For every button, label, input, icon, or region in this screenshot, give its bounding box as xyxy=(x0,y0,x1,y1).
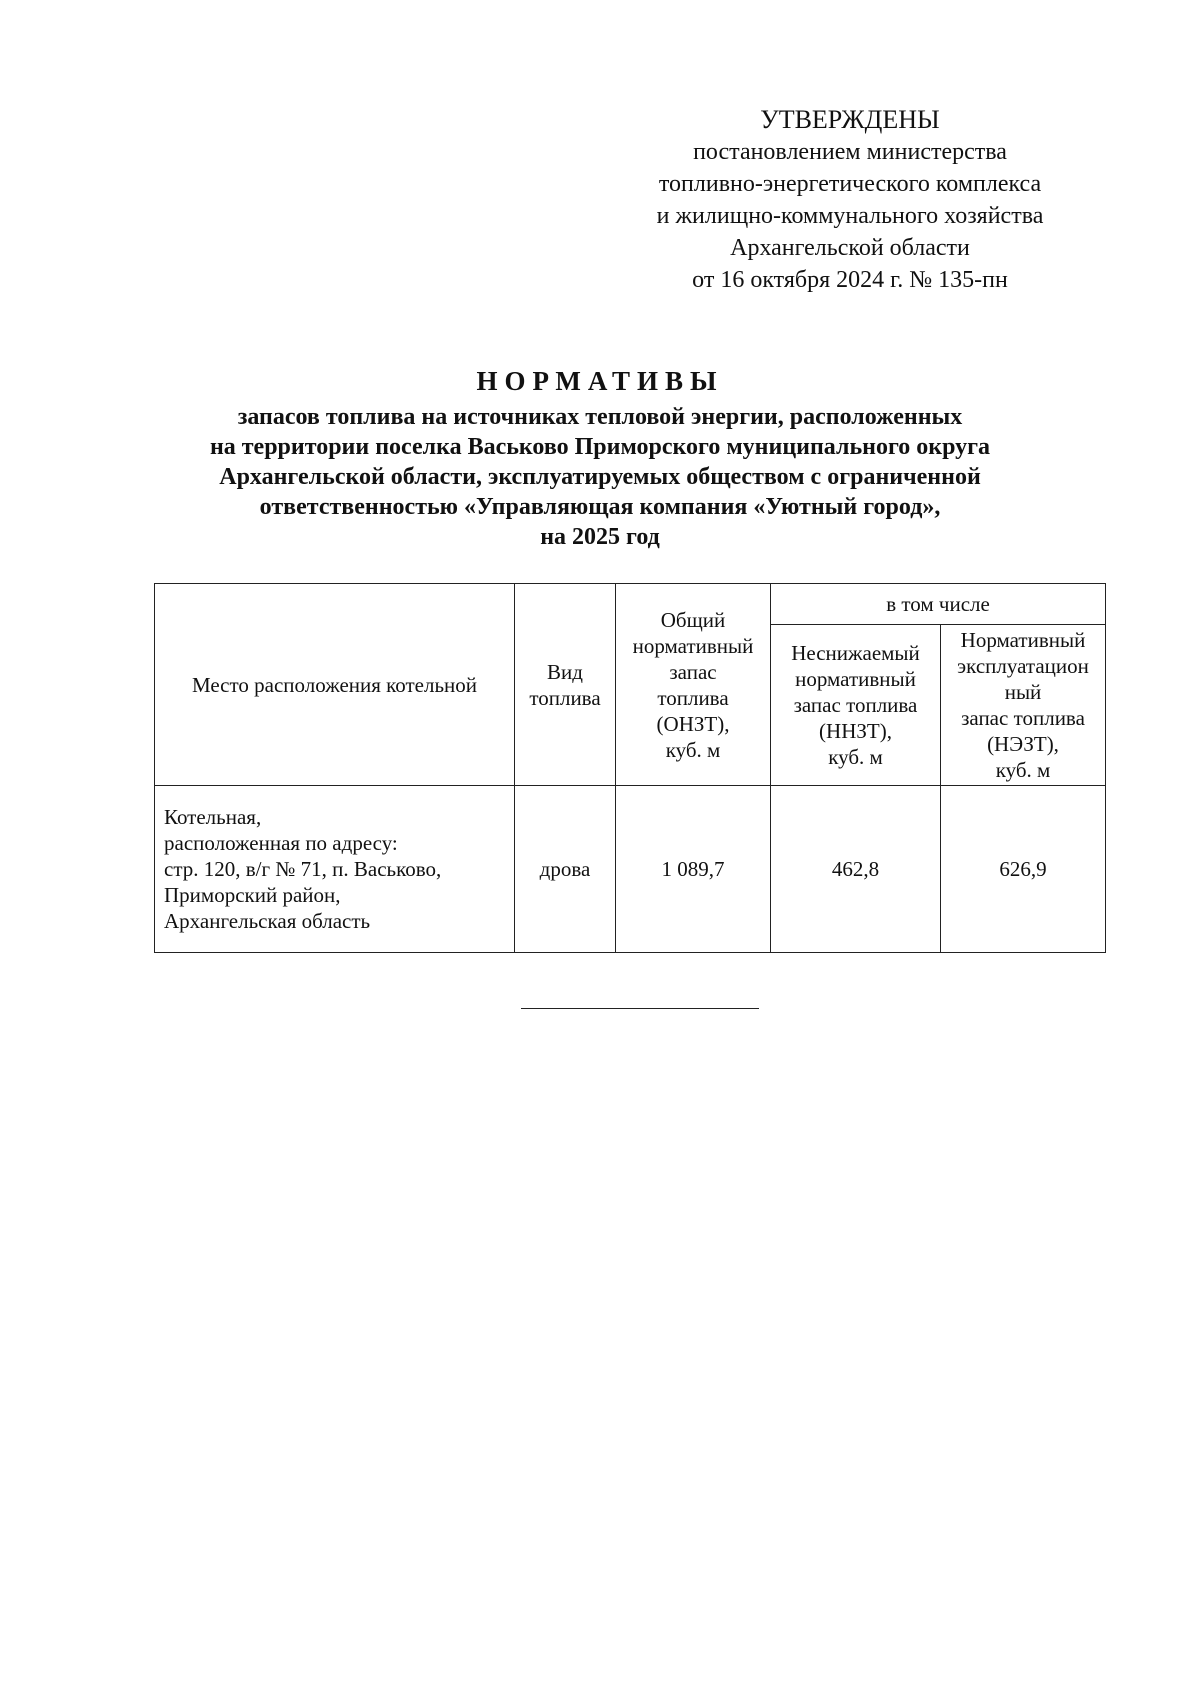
document-title xyxy=(130,366,1070,552)
norms-table xyxy=(154,583,1106,953)
header-location: Место расположения котельной xyxy=(155,584,515,786)
approval-line: от 16 октября 2024 г. № 135-пн xyxy=(692,267,1008,293)
cell-nnzt: 462,8 xyxy=(771,786,941,953)
title-line: Архангельской области, эксплуатируемых обществом с ограниченной xyxy=(219,464,981,490)
title-line: на 2025 год xyxy=(540,524,660,550)
approval-line: Архангельской области xyxy=(730,235,970,261)
approval-line: постановлением министерства xyxy=(693,139,1007,165)
header-nezt: Нормативный эксплуатацион ный запас топлива (НЭЗТ), куб. м xyxy=(941,625,1106,786)
cell-location: Котельная, расположенная по адресу: стр. 120, в/г № 71, п. Васьково, Приморский район, Архангельская область xyxy=(155,786,515,953)
cell-total: 1 089,7 xyxy=(616,786,771,953)
header-fuel-type: Вид топлива xyxy=(515,584,616,786)
title-line: запасов топлива на источниках тепловой энергии, расположенных xyxy=(237,404,963,430)
title-line: ответственностью «Управляющая компания «Уютный город», xyxy=(259,494,941,520)
cell-nezt: 626,9 xyxy=(941,786,1106,953)
approval-line: топливно-энергетического комплекса xyxy=(658,171,1042,197)
approval-line: и жилищно-коммунального хозяйства xyxy=(656,203,1044,229)
header-total-reserve: Общий нормативный запас топлива (ОНЗТ), куб. м xyxy=(616,584,771,786)
end-divider xyxy=(521,1008,759,1009)
approval-heading: УТВЕРЖДЕНЫ xyxy=(760,105,940,134)
approval-stamp xyxy=(600,104,1100,296)
header-including: в том числе xyxy=(771,584,1106,625)
cell-fuel-type: дрова xyxy=(515,786,616,953)
table-row xyxy=(155,786,1106,953)
title-line: на территории поселка Васьково Приморского муниципального округа xyxy=(209,434,991,460)
title-main: НОРМАТИВЫ xyxy=(476,366,724,396)
header-nnzt: Неснижаемый нормативный запас топлива (ННЗТ), куб. м xyxy=(771,625,941,786)
